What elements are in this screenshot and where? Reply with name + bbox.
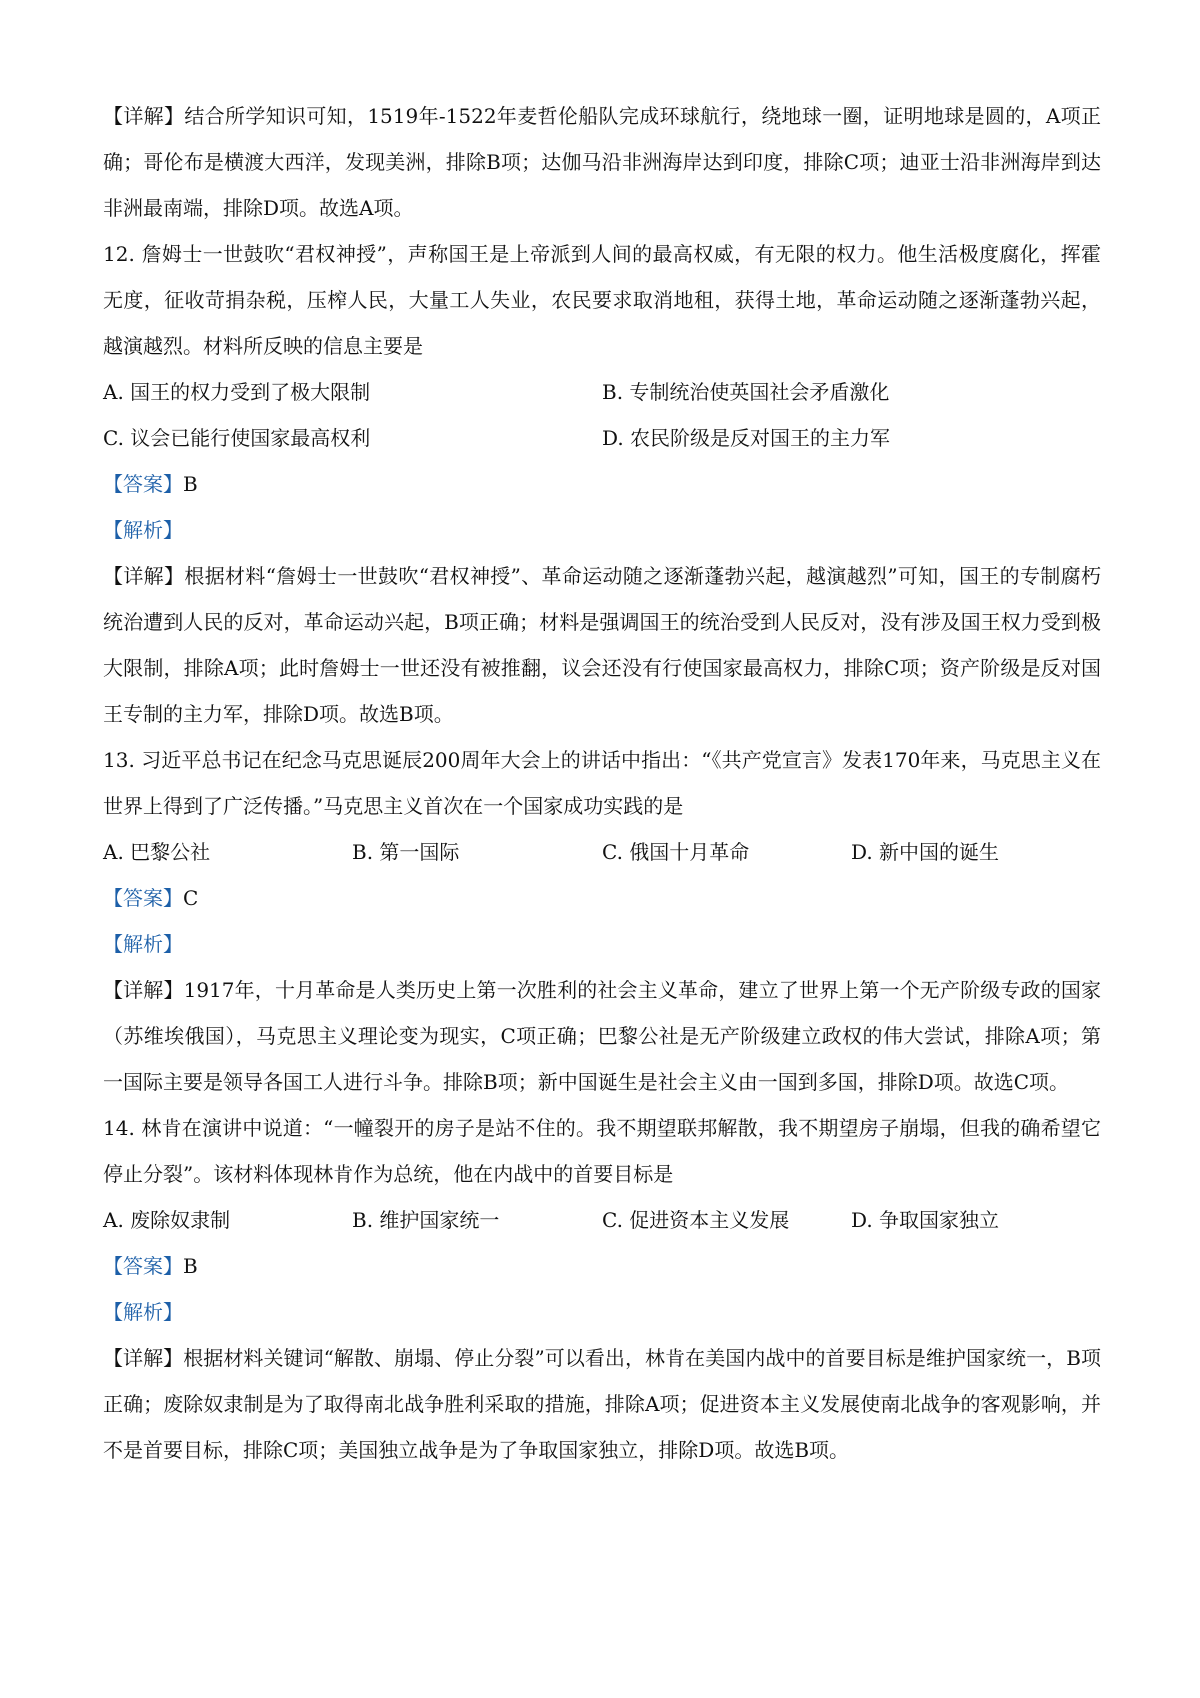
q13-stem: 13. 习近平总书记在纪念马克思诞辰200周年大会上的讲话中指出：“《共产党宣言》发表170年来，马克思主义在世界上得到了广泛传播。”马克思主义首次在一个国家成功实践的是: [103, 748, 1101, 818]
q14-answer: [103, 1243, 1101, 1289]
document-page: [103, 93, 1101, 1473]
q14-options-row: [103, 1197, 1101, 1243]
q14-answer-value: B: [183, 1254, 198, 1278]
q12-options-row-2: [103, 415, 1101, 461]
q13-options-row: [103, 829, 1101, 875]
q14-analysis-label: 【解析】: [103, 1300, 183, 1324]
q13-analysis: [103, 921, 1101, 967]
q14-detail: 【详解】根据材料关键词“解散、崩塌、停止分裂”可以看出，林肯在美国内战中的首要目标是维护国家统一，B项正确；废除奴隶制是为了取得南北战争胜利采取的措施，排除A项；促进资本主义发展使南北战争的客观影响，并不是首要目标，排除C项；美国独立战争是为了争取国家独立，排除D项。故选B项。: [103, 1346, 1101, 1462]
q14-option-a: A. 废除奴隶制: [103, 1208, 231, 1232]
q12-option-a: A. 国王的权力受到了极大限制: [103, 380, 371, 404]
q12-option-c: C. 议会已能行使国家最高权利: [103, 426, 371, 450]
q14-analysis: [103, 1289, 1101, 1335]
q13-option-c: C. 俄国十月革命: [602, 840, 750, 864]
q14-option-c: C. 促进资本主义发展: [602, 1208, 790, 1232]
q12-option-b: B. 专制统治使英国社会矛盾激化: [602, 380, 890, 404]
q12-answer-value: B: [183, 472, 198, 496]
q13-option-b: B. 第一国际: [352, 840, 460, 864]
q12-analysis: [103, 507, 1101, 553]
q13-option-d: D. 新中国的诞生: [851, 840, 1000, 864]
q12-option-d: D. 农民阶级是反对国王的主力军: [602, 426, 891, 450]
q13-analysis-label: 【解析】: [103, 932, 183, 956]
q13-answer-label: 【答案】: [103, 886, 183, 910]
q11-detail: 【详解】结合所学知识可知，1519年-1522年麦哲伦船队完成环球航行，绕地球一圈，证明地球是圆的，A项正确；哥伦布是横渡大西洋，发现美洲，排除B项；达伽马沿非洲海岸达到印度，排除C项；迪亚士沿非洲海岸到达非洲最南端，排除D项。故选A项。: [103, 104, 1101, 220]
q14-option-b: B. 维护国家统一: [352, 1208, 500, 1232]
q12-stem: 12. 詹姆士一世鼓吹“君权神授”，声称国王是上帝派到人间的最高权威，有无限的权力。他生活极度腐化，挥霍无度，征收苛捐杂税，压榨人民，大量工人失业，农民要求取消地租，获得土地，革命运动随之逐渐蓬勃兴起，越演越烈。材料所反映的信息主要是: [103, 242, 1101, 358]
q14-option-d: D. 争取国家独立: [851, 1208, 1000, 1232]
q14-answer-label: 【答案】: [103, 1254, 183, 1278]
q13-answer: [103, 875, 1101, 921]
q14-stem: 14. 林肯在演讲中说道：“一幢裂开的房子是站不住的。我不期望联邦解散，我不期望房子崩塌，但我的确希望它停止分裂”。该材料体现林肯作为总统，他在内战中的首要目标是: [103, 1116, 1101, 1186]
q12-analysis-label: 【解析】: [103, 518, 183, 542]
q13-detail: 【详解】1917年，十月革命是人类历史上第一次胜利的社会主义革命，建立了世界上第一个无产阶级专政的国家（苏维埃俄国），马克思主义理论变为现实，C项正确；巴黎公社是无产阶级建立政权的伟大尝试，排除A项；第一国际主要是领导各国工人进行斗争。排除B项；新中国诞生是社会主义由一国到多国，排除D项。故选C项。: [103, 978, 1101, 1094]
q12-answer-label: 【答案】: [103, 472, 183, 496]
q12-answer: [103, 461, 1101, 507]
q12-options-row-1: [103, 369, 1101, 415]
q13-option-a: A. 巴黎公社: [103, 840, 211, 864]
q13-answer-value: C: [183, 886, 199, 910]
q12-detail: 【详解】根据材料“詹姆士一世鼓吹“君权神授”、革命运动随之逐渐蓬勃兴起，越演越烈”可知，国王的专制腐朽统治遭到人民的反对，革命运动兴起，B项正确；材料是强调国王的统治受到人民反对，没有涉及国王权力受到极大限制，排除A项；此时詹姆士一世还没有被推翻，议会还没有行使国家最高权力，排除C项；资产阶级是反对国王专制的主力军，排除D项。故选B项。: [103, 564, 1101, 726]
